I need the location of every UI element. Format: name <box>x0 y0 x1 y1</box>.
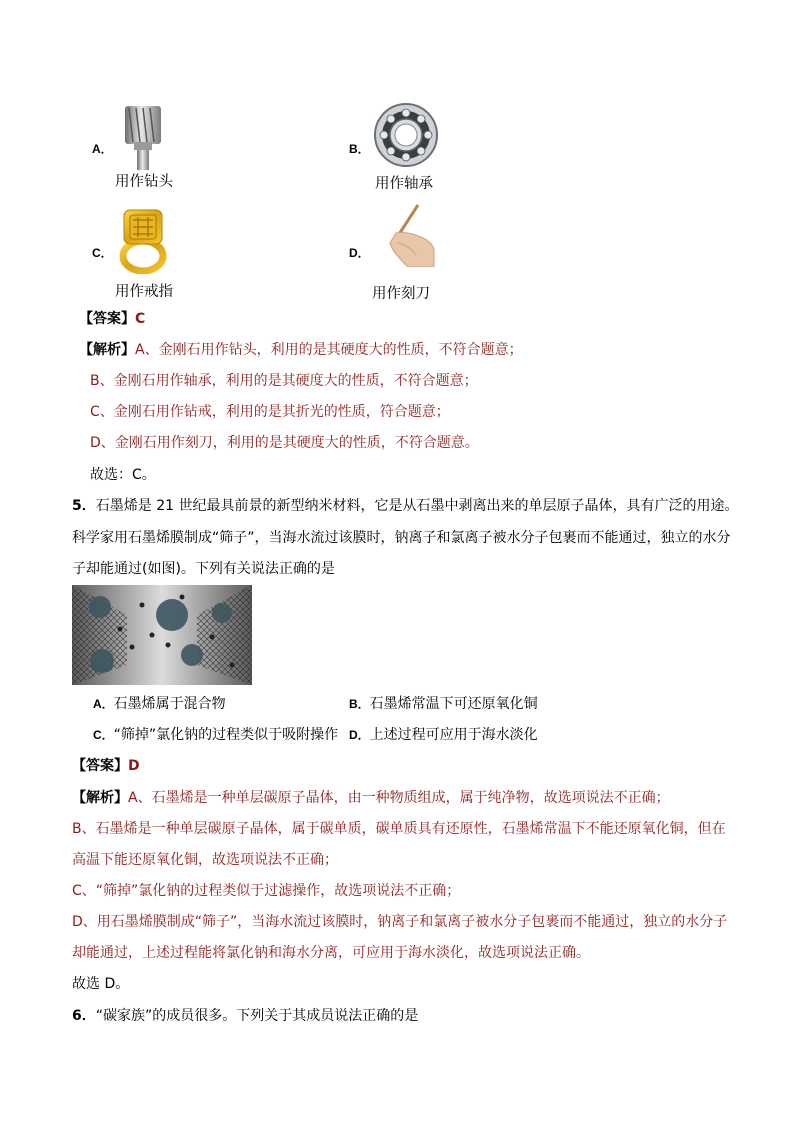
q5-stem-line-2: 科学家用石墨烯膜制成“筛子”，当海水流过该膜时，钠离子和氯离子被水分子包裹而不能通过，独立的水分 <box>72 530 731 546</box>
q6-number: 6． <box>72 1008 96 1024</box>
q5-number: 5． <box>72 498 96 514</box>
q5-analysis-line-3: 高温下能还原氧化铜，故选项说法不正确； <box>72 852 338 868</box>
q4-analysis-line-3: C、金刚石用作钻戒，利用的是其折光的性质，符合题意； <box>90 404 450 420</box>
q5-analysis-line-6: 却能通过，上述过程能将氯化钠和海水分离，可应用于海水淡化，故选项说法正确。 <box>72 945 590 961</box>
q5-option-a: A．石墨烯属于混合物 <box>93 696 226 712</box>
engraving-knife-image <box>378 203 436 267</box>
q6-stem: 6．“碳家族”的成员很多。下列关于其成员说法正确的是 <box>72 1008 419 1024</box>
q5-analysis-line-1: 【解析】A、石墨烯是一种单层碳原子晶体，由一种物质组成，属于纯净物，故选项说法不正确； <box>72 790 670 806</box>
q5-option-c: C．“筛掉”氯化钠的过程类似于吸附操作 <box>93 727 339 743</box>
option-c-caption: 用作戒指 <box>115 284 173 300</box>
q5-answer: 【答案】D <box>72 758 140 774</box>
option-b-letter: B． <box>349 142 370 156</box>
answer-tag: 【答案】 <box>79 311 135 327</box>
option-a-letter: A． <box>92 142 113 156</box>
option-b-caption: 用作轴承 <box>375 176 433 192</box>
q4-conclusion: 故选：C。 <box>90 467 156 483</box>
graphene-membrane-image <box>72 585 252 685</box>
option-d-letter: D． <box>349 246 370 260</box>
q5-analysis-line-5: D、用石墨烯膜制成“筛子”，当海水流过该膜时，钠离子和氯离子被水分子包裹而不能通过，独立的水分子 <box>72 914 728 930</box>
gold-ring-image <box>118 206 168 274</box>
q5-stem-line-3: 子却能通过(如图)。下列有关说法正确的是 <box>72 561 335 577</box>
option-a-caption: 用作钻头 <box>115 174 173 190</box>
drill-bit-image <box>120 104 166 170</box>
analysis-tag: 【解析】 <box>79 342 135 358</box>
q5-option-b: B．石墨烯常温下可还原氧化铜 <box>349 696 538 712</box>
q5-stem-line-1: 5．石墨烯是 21 世纪最具前景的新型纳米材料，它是从石墨中剥离出来的单层原子晶体，具有广泛的用途。 <box>72 498 739 514</box>
q5-conclusion: 故选 D。 <box>72 976 130 992</box>
q4-answer <box>79 309 145 329</box>
option-d-caption: 用作刻刀 <box>372 286 430 302</box>
q5-analysis-line-4: C、“筛掉”氯化钠的过程类似于过滤操作，故选项说法不正确； <box>72 883 461 899</box>
answer-value: C <box>135 311 146 327</box>
bearing-image <box>373 102 439 168</box>
q5-option-d: D．上述过程可应用于海水淡化 <box>349 727 538 743</box>
q4-analysis-line-1: 【解析】A、金刚石用作钻头，利用的是其硬度大的性质，不符合题意； <box>79 342 523 358</box>
q4-analysis-line-4: D、金刚石用作刻刀，利用的是其硬度大的性质，不符合题意。 <box>90 435 479 451</box>
option-c-letter: C． <box>92 246 113 260</box>
q4-analysis-line-2: B、金刚石用作轴承，利用的是其硬度大的性质，不符合题意； <box>90 373 478 389</box>
q5-analysis-line-2: B、石墨烯是一种单层碳原子晶体，属于碳单质，碳单质具有还原性，石墨烯常温下不能还原氧化铜，但在 <box>72 821 726 837</box>
